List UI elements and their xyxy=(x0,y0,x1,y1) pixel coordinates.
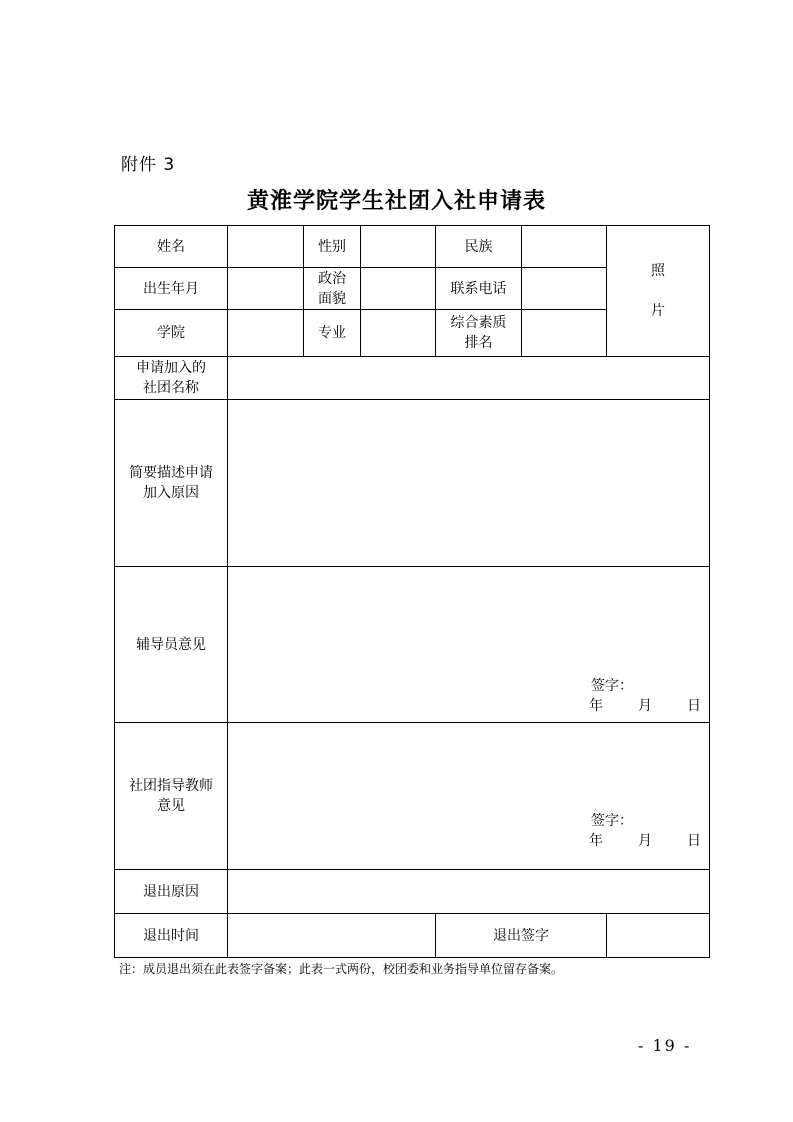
advisor-month-label: 月 xyxy=(638,833,652,849)
phone-field[interactable] xyxy=(522,268,607,310)
form-title: 黄淮学院学生社团入社申请表 xyxy=(246,188,546,214)
exit-time-field[interactable] xyxy=(228,914,436,958)
advisor-signature-label: 签字： xyxy=(591,813,633,829)
club-name-field[interactable] xyxy=(228,357,710,400)
application-form-table xyxy=(114,225,710,958)
ranking-field[interactable] xyxy=(522,310,607,357)
counselor-signature-block xyxy=(589,676,701,716)
advisor-opinion-label xyxy=(115,723,228,870)
advisor-label-line-1: 社团指导教师 xyxy=(129,778,213,794)
ranking-label-line-2: 排名 xyxy=(464,335,493,351)
college-field[interactable] xyxy=(228,310,304,357)
counselor-signature-label: 签字： xyxy=(591,678,633,694)
advisor-date-line xyxy=(589,831,701,851)
phone-label: 联系电话 xyxy=(436,268,522,310)
advisor-year-label: 年 xyxy=(589,833,603,849)
exit-reason-label: 退出原因 xyxy=(115,870,228,914)
club-name-label xyxy=(115,357,228,400)
counselor-day-label: 日 xyxy=(687,698,701,714)
counselor-opinion-field[interactable] xyxy=(228,567,710,723)
counselor-opinion-label: 辅导员意见 xyxy=(115,567,228,723)
major-label: 专业 xyxy=(304,310,361,357)
ethnicity-label: 民族 xyxy=(436,226,522,268)
ranking-label xyxy=(436,310,522,357)
ethnicity-field[interactable] xyxy=(522,226,607,268)
political-label-line-2: 面貌 xyxy=(318,290,346,307)
exit-time-label: 退出时间 xyxy=(115,914,228,958)
advisor-opinion-field[interactable] xyxy=(228,723,710,870)
name-label: 姓名 xyxy=(115,226,228,268)
exit-reason-field[interactable] xyxy=(228,870,710,914)
exit-signature-label: 退出签字 xyxy=(436,914,607,958)
photo-label-1: 照 xyxy=(651,263,665,279)
page-number: - 19 - xyxy=(638,1036,692,1055)
name-field[interactable] xyxy=(228,226,304,268)
footnote: 注：成员退出须在此表签字备案；此表一式两份，校团委和业务指导单位留存备案。 xyxy=(119,962,564,976)
political-status-field[interactable] xyxy=(361,268,436,310)
major-field[interactable] xyxy=(361,310,436,357)
advisor-signature-block xyxy=(589,811,701,851)
ranking-label-line-1: 综合素质 xyxy=(450,315,507,331)
political-status-label xyxy=(304,268,361,310)
photo-label-2: 片 xyxy=(651,303,665,319)
college-label: 学院 xyxy=(115,310,228,357)
birth-field[interactable] xyxy=(228,268,304,310)
reason-label-line-1: 简要描述申请 xyxy=(129,465,213,481)
reason-field[interactable] xyxy=(228,400,710,567)
reason-label-line-2: 加入原因 xyxy=(143,485,199,501)
gender-label: 性别 xyxy=(304,226,361,268)
gender-field[interactable] xyxy=(361,226,436,268)
photo-box[interactable] xyxy=(607,226,710,357)
attachment-label: 附件 3 xyxy=(121,155,176,175)
club-name-label-line-1: 申请加入的 xyxy=(136,360,206,376)
political-label-line-1: 政治 xyxy=(318,270,346,287)
advisor-day-label: 日 xyxy=(687,833,701,849)
exit-signature-field[interactable] xyxy=(607,914,710,958)
reason-label xyxy=(115,400,228,567)
advisor-label-line-2: 意见 xyxy=(157,798,185,814)
birth-label: 出生年月 xyxy=(115,268,228,310)
counselor-date-line xyxy=(589,696,701,716)
counselor-year-label: 年 xyxy=(589,698,603,714)
counselor-month-label: 月 xyxy=(638,698,652,714)
club-name-label-line-2: 社团名称 xyxy=(143,380,199,396)
